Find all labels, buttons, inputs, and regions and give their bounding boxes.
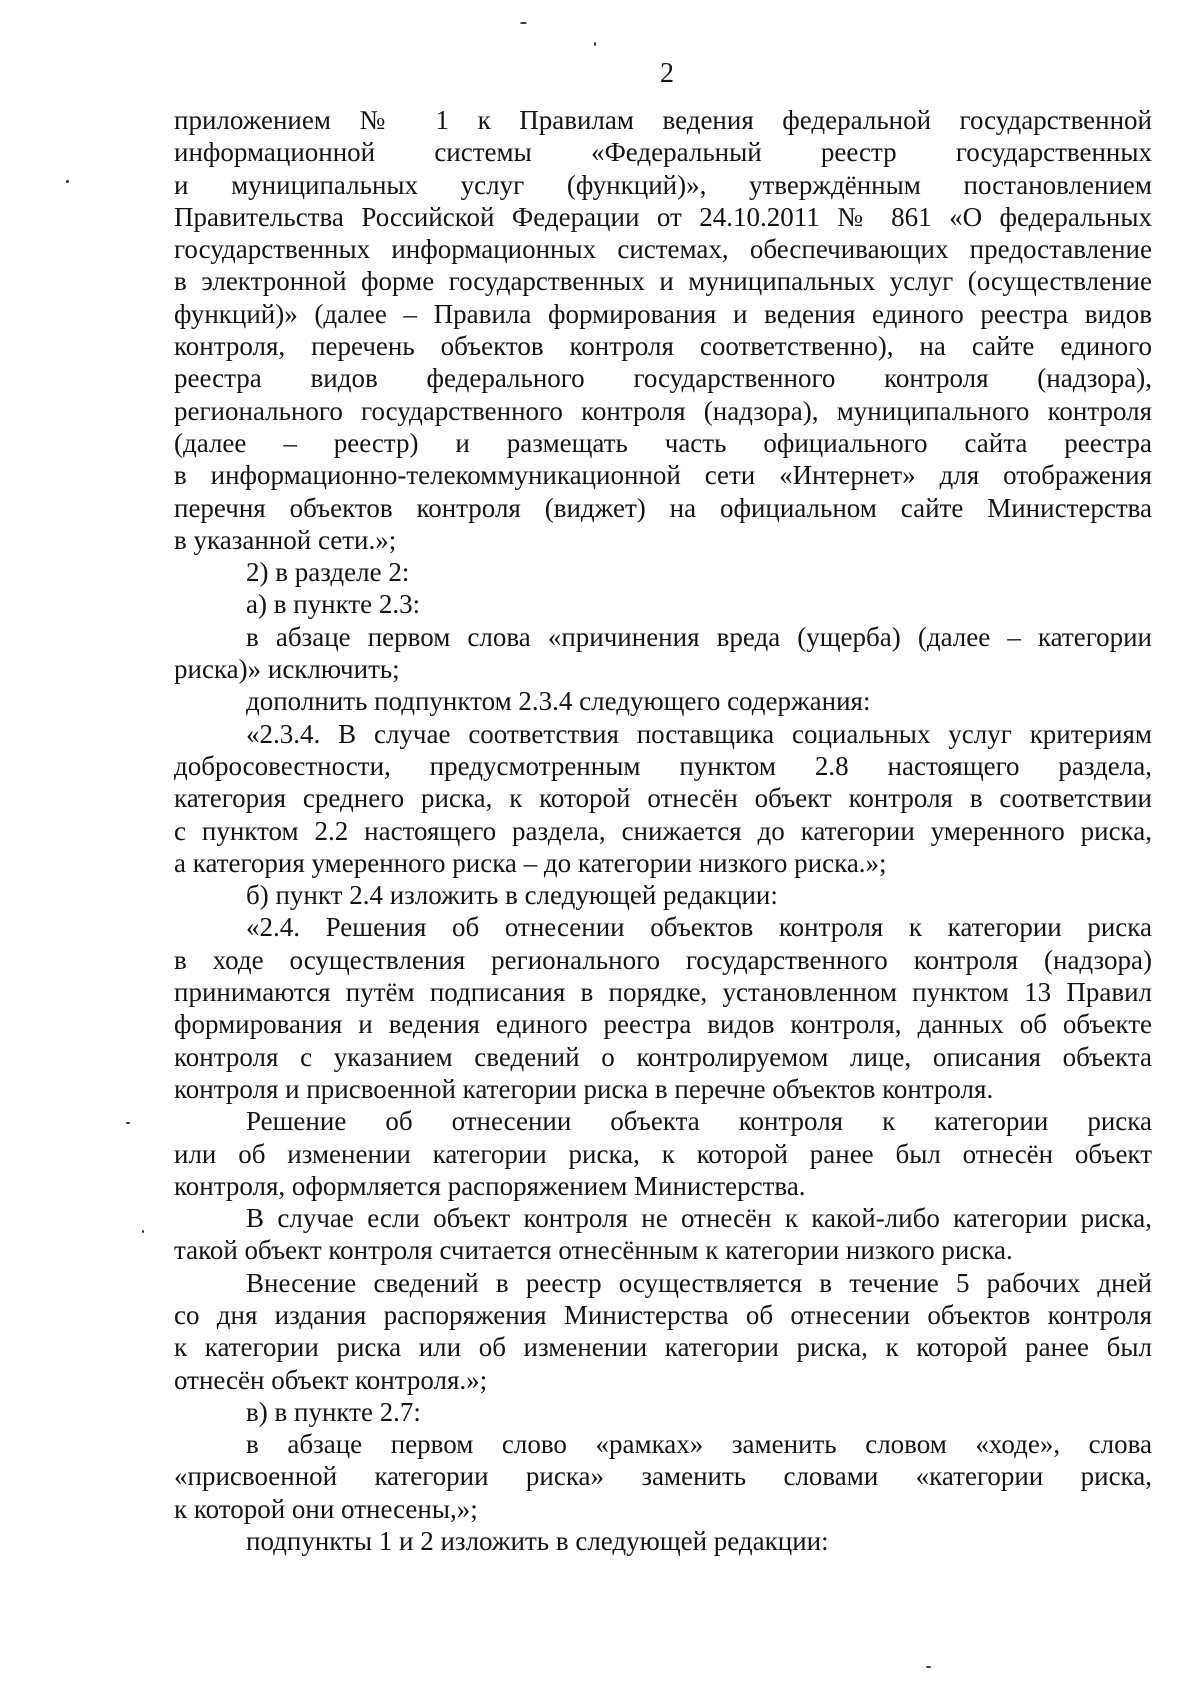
paragraph-start-line: «2.3.4. В случае соответствия поставщика социальных услуг критериям xyxy=(246,718,1152,749)
text-line: риска)» исключить; xyxy=(174,654,400,685)
text-line: к которой они отнесены,»; xyxy=(174,1493,478,1524)
text-line: добросовестности, предусмотренным пунктом 2.8 настоящего раздела, xyxy=(174,750,1152,781)
paragraph-start-line: подпункты 1 и 2 изложить в следующей редакции: xyxy=(246,1526,829,1557)
text-line: принимаются путём подписания в порядке, установленном пунктом 13 Правил xyxy=(174,977,1152,1008)
text-line: регионального государственного контроля (надзора), муниципального контроля xyxy=(174,395,1152,426)
text-line: или об изменении категории риска, к которой ранее был отнесён объект xyxy=(174,1138,1152,1169)
paragraph-start-line: дополнить подпунктом 2.3.4 следующего содержания: xyxy=(246,686,871,717)
text-line: Правительства Российской Федерации от 24.10.2011 № 861 «О федеральных xyxy=(174,201,1152,232)
paragraph-start-line: в абзаце первом слово «рамках» заменить словом «ходе», слова xyxy=(246,1429,1152,1460)
text-line: формирования и ведения единого реестра видов контроля, данных об объекте xyxy=(174,1009,1152,1040)
page-number: 2 xyxy=(660,58,674,89)
text-line: перечня объектов контроля (виджет) на официальном сайте Министерства xyxy=(174,492,1152,523)
paragraph-start-line: 2) в разделе 2: xyxy=(246,557,410,588)
text-line: в информационно-телекоммуникационной сети «Интернет» для отображения xyxy=(174,460,1152,491)
text-line: такой объект контроля считается отнесённым к категории низкого риска. xyxy=(174,1235,1013,1266)
text-line: приложением № 1 к Правилам ведения федеральной государственной xyxy=(174,105,1152,135)
text-line: «присвоенной категории риска» заменить словами «категории риска, xyxy=(174,1461,1152,1492)
paragraph-start-line: в) в пункте 2.7: xyxy=(246,1396,421,1427)
text-line: с пунктом 2.2 настоящего раздела, снижается до категории умеренного риска, xyxy=(174,815,1152,846)
text-line: контроля с указанием сведений о контролируемом лице, описания объекта xyxy=(174,1041,1152,1072)
paragraph-start-line: Внесение сведений в реестр осуществляется в течение 5 рабочих дней xyxy=(246,1267,1152,1298)
paragraph-start-line: Решение об отнесении объекта контроля к категории риска xyxy=(246,1106,1152,1137)
text-line: и муниципальных услуг (функций)», утверждённым постановлением xyxy=(174,169,1152,200)
paragraph-start-line: а) в пункте 2.3: xyxy=(246,589,421,620)
text-line: контроля, оформляется распоряжением Министерства. xyxy=(174,1170,806,1201)
text-line: со дня издания распоряжения Министерства об отнесении объектов контроля xyxy=(174,1299,1152,1330)
text-line: отнесён объект контроля.»; xyxy=(174,1364,488,1395)
text-line: категория среднего риска, к которой отнесён объект контроля в соответствии xyxy=(174,783,1152,814)
text-line: функций)» (далее – Правила формирования и ведения единого реестра видов xyxy=(174,298,1152,329)
text-line: в указанной сети.»; xyxy=(174,524,397,555)
text-line: к категории риска или об изменении категории риска, к которой ранее был xyxy=(174,1332,1152,1363)
paragraph-start-line: в абзаце первом слова «причинения вреда (ущерба) (далее – категории xyxy=(246,621,1152,652)
text-line: (далее – реестр) и размещать часть официального сайта реестра xyxy=(174,427,1152,458)
document-body xyxy=(174,104,1152,1557)
paragraph-start-line: б) пункт 2.4 изложить в следующей редакции: xyxy=(246,880,778,911)
scan-speck xyxy=(142,1230,144,1233)
scan-speck xyxy=(520,22,527,24)
text-line: информационной системы «Федеральный реестр государственных xyxy=(174,137,1152,168)
text-line: реестра видов федерального государственного контроля (надзора), xyxy=(174,363,1152,394)
scan-speck xyxy=(126,1122,130,1124)
text-line: контроля и присвоенной категории риска в перечне объектов контроля. xyxy=(174,1073,994,1104)
paragraph-start-line: «2.4. Решения об отнесении объектов контроля к категории риска xyxy=(246,912,1152,943)
scan-speck xyxy=(594,42,596,46)
scan-speck xyxy=(926,1666,931,1668)
text-line: государственных информационных системах, обеспечивающих предоставление xyxy=(174,234,1152,265)
text-line: в ходе осуществления регионального государственного контроля (надзора) xyxy=(174,944,1152,975)
scan-speck xyxy=(66,180,69,183)
text-line: контроля, перечень объектов контроля соответственно), на сайте единого xyxy=(174,331,1152,362)
text-line: в электронной форме государственных и муниципальных услуг (осуществление xyxy=(174,266,1152,297)
text-line: а категория умеренного риска – до категории низкого риска.»; xyxy=(174,847,887,878)
paragraph-start-line: В случае если объект контроля не отнесён к какой-либо категории риска, xyxy=(246,1203,1152,1234)
